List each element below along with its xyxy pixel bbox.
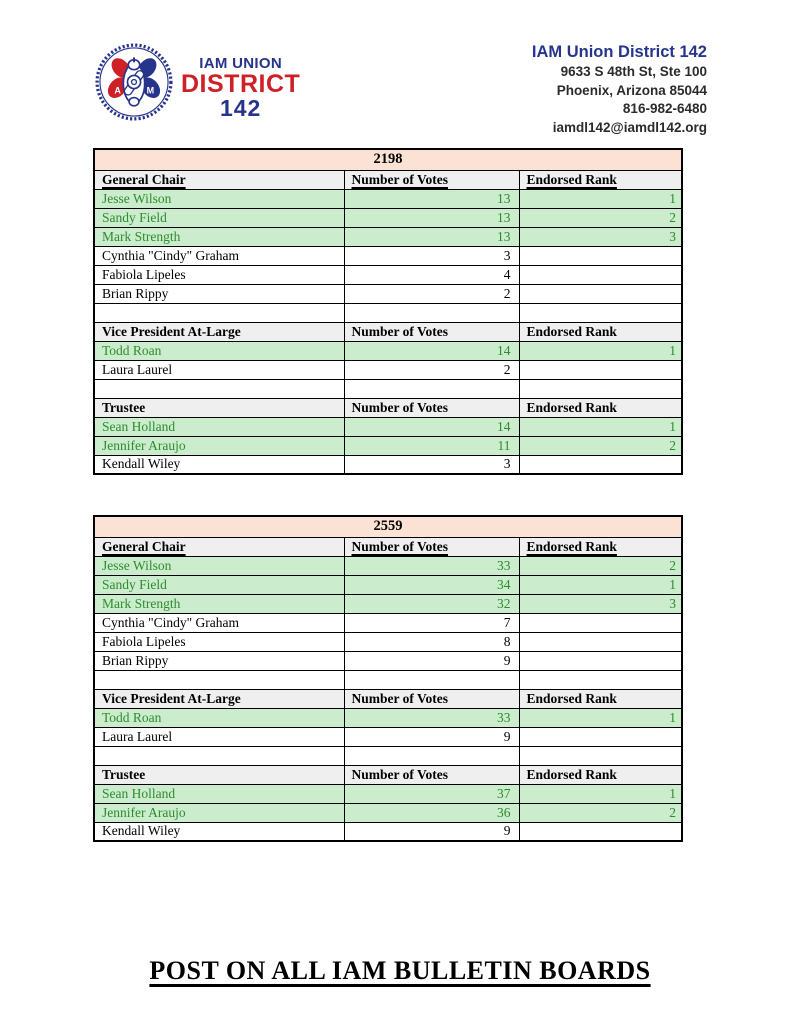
svg-text:M: M — [146, 85, 155, 96]
votes-header-cell: Number of Votes — [344, 170, 519, 189]
rank-cell: 1 — [519, 708, 682, 727]
votes-cell: 2 — [344, 284, 519, 303]
candidate-row — [94, 651, 682, 670]
candidate-name-cell: Jesse Wilson — [94, 556, 344, 575]
candidate-name-cell: Laura Laurel — [94, 360, 344, 379]
wordmark — [181, 56, 300, 119]
spacer-cell — [344, 670, 519, 689]
candidate-row — [94, 208, 682, 227]
section-header-row — [94, 398, 682, 417]
rank-cell: 2 — [519, 208, 682, 227]
candidate-name-cell: Laura Laurel — [94, 727, 344, 746]
spacer-cell — [519, 303, 682, 322]
candidate-row — [94, 556, 682, 575]
candidate-row — [94, 189, 682, 208]
candidate-name-cell: Kendall Wiley — [94, 455, 344, 474]
candidate-name-cell: Kendall Wiley — [94, 822, 344, 841]
letterhead — [93, 40, 707, 137]
candidate-name-cell: Brian Rippy — [94, 651, 344, 670]
votes-cell: 33 — [344, 708, 519, 727]
address-line-2: Phoenix, Arizona 85044 — [556, 82, 707, 98]
rank-header-cell: Endorsed Rank — [519, 398, 682, 417]
position-header-cell: Vice President At-Large — [94, 322, 344, 341]
votes-cell: 3 — [344, 246, 519, 265]
results-table-2198 — [93, 148, 683, 475]
spacer-cell — [94, 670, 344, 689]
rank-cell — [519, 632, 682, 651]
candidate-name-cell: Cynthia "Cindy" Graham — [94, 613, 344, 632]
spacer-cell — [519, 670, 682, 689]
votes-cell: 33 — [344, 556, 519, 575]
votes-cell: 13 — [344, 189, 519, 208]
votes-cell: 37 — [344, 784, 519, 803]
candidate-name-cell: Sandy Field — [94, 575, 344, 594]
section-header-row — [94, 689, 682, 708]
candidate-row — [94, 417, 682, 436]
votes-cell: 32 — [344, 594, 519, 613]
votes-cell: 7 — [344, 613, 519, 632]
votes-cell: 11 — [344, 436, 519, 455]
rank-cell — [519, 246, 682, 265]
candidate-name-cell: Cynthia "Cindy" Graham — [94, 246, 344, 265]
votes-cell: 9 — [344, 727, 519, 746]
rank-cell: 1 — [519, 341, 682, 360]
candidate-name-cell: Mark Strength — [94, 594, 344, 613]
candidate-name-cell: Todd Roan — [94, 341, 344, 360]
votes-cell: 9 — [344, 822, 519, 841]
rank-cell: 1 — [519, 189, 682, 208]
spacer-cell — [519, 379, 682, 398]
votes-header-cell: Number of Votes — [344, 765, 519, 784]
position-header-cell: Trustee — [94, 765, 344, 784]
candidate-row — [94, 436, 682, 455]
spacer-row — [94, 303, 682, 322]
rank-cell — [519, 360, 682, 379]
rank-cell — [519, 265, 682, 284]
votes-cell: 14 — [344, 417, 519, 436]
candidate-row — [94, 803, 682, 822]
position-header-cell: Vice President At-Large — [94, 689, 344, 708]
rank-cell — [519, 613, 682, 632]
spacer-cell — [94, 746, 344, 765]
rank-cell: 2 — [519, 556, 682, 575]
rank-cell: 1 — [519, 417, 682, 436]
post-notice-text: POST ON ALL IAM BULLETIN BOARDS — [149, 956, 651, 985]
candidate-row — [94, 708, 682, 727]
votes-cell: 14 — [344, 341, 519, 360]
votes-header-cell: Number of Votes — [344, 322, 519, 341]
spacer-row — [94, 379, 682, 398]
votes-cell: 9 — [344, 651, 519, 670]
position-header-cell: General Chair — [94, 170, 344, 189]
wordmark-142: 142 — [219, 94, 262, 121]
candidate-name-cell: Brian Rippy — [94, 284, 344, 303]
votes-header-cell: Number of Votes — [344, 689, 519, 708]
rank-cell: 2 — [519, 436, 682, 455]
votes-cell: 8 — [344, 632, 519, 651]
rank-header-cell: Endorsed Rank — [519, 537, 682, 556]
candidate-row — [94, 455, 682, 474]
wordmark-district: DISTRICT — [181, 69, 301, 98]
candidate-row — [94, 613, 682, 632]
lodge-table-2559 — [93, 515, 681, 842]
lodge-number-cell: 2559 — [94, 516, 682, 537]
position-header-cell: Trustee — [94, 398, 344, 417]
candidate-name-cell: Sean Holland — [94, 417, 344, 436]
contact-block — [532, 42, 707, 137]
candidate-row — [94, 632, 682, 651]
votes-cell: 4 — [344, 265, 519, 284]
votes-cell: 3 — [344, 455, 519, 474]
votes-cell: 13 — [344, 227, 519, 246]
rank-cell — [519, 651, 682, 670]
votes-cell: 36 — [344, 803, 519, 822]
phone-number: 816-982-6480 — [622, 101, 707, 116]
rank-cell: 1 — [519, 784, 682, 803]
section-header-row — [94, 322, 682, 341]
lodge-title-row — [94, 516, 682, 537]
spacer-cell — [94, 379, 344, 398]
candidate-name-cell: Fabiola Lipeles — [94, 265, 344, 284]
votes-cell: 34 — [344, 575, 519, 594]
section-header-row — [94, 537, 682, 556]
candidate-name-cell: Todd Roan — [94, 708, 344, 727]
candidate-row — [94, 784, 682, 803]
candidate-name-cell: Jennifer Araujo — [94, 803, 344, 822]
section-header-row — [94, 170, 682, 189]
rank-cell: 1 — [519, 575, 682, 594]
rank-header-cell: Endorsed Rank — [519, 765, 682, 784]
candidate-row — [94, 594, 682, 613]
spacer-row — [94, 746, 682, 765]
rank-cell — [519, 727, 682, 746]
candidate-name-cell: Sandy Field — [94, 208, 344, 227]
candidate-row — [94, 284, 682, 303]
candidate-name-cell: Mark Strength — [94, 227, 344, 246]
results-table-2559 — [93, 515, 683, 842]
section-header-row — [94, 765, 682, 784]
svg-text:A: A — [114, 85, 121, 96]
candidate-row — [94, 360, 682, 379]
votes-cell: 2 — [344, 360, 519, 379]
rank-cell — [519, 822, 682, 841]
candidate-row — [94, 575, 682, 594]
candidate-name-cell: Jennifer Araujo — [94, 436, 344, 455]
org-name: IAM Union District 142 — [531, 43, 707, 61]
spacer-cell — [344, 303, 519, 322]
email-address: iamdl142@iamdl142.org — [552, 119, 707, 135]
rank-header-cell: Endorsed Rank — [519, 170, 682, 189]
rank-cell: 3 — [519, 227, 682, 246]
votes-header-cell: Number of Votes — [344, 537, 519, 556]
candidate-row — [94, 227, 682, 246]
candidate-row — [94, 727, 682, 746]
position-header-cell: General Chair — [94, 537, 344, 556]
footer-banner — [0, 956, 800, 986]
rank-header-cell: Endorsed Rank — [519, 322, 682, 341]
lodge-number-cell: 2198 — [94, 149, 682, 170]
spacer-cell — [344, 379, 519, 398]
spacer-cell — [94, 303, 344, 322]
brand-block — [93, 40, 300, 124]
votes-cell: 13 — [344, 208, 519, 227]
spacer-row — [94, 670, 682, 689]
rank-cell: 3 — [519, 594, 682, 613]
spacer-cell — [344, 746, 519, 765]
candidate-row — [94, 246, 682, 265]
candidate-row — [94, 265, 682, 284]
candidate-name-cell: Sean Holland — [94, 784, 344, 803]
candidate-name-cell: Fabiola Lipeles — [94, 632, 344, 651]
lodge-table-2198 — [93, 148, 681, 475]
rank-cell — [519, 455, 682, 474]
lodge-title-row — [94, 149, 682, 170]
address-line-1: 9633 S 48th St, Ste 100 — [560, 64, 707, 79]
rank-header-cell: Endorsed Rank — [519, 689, 682, 708]
spacer-cell — [519, 746, 682, 765]
candidate-name-cell: Jesse Wilson — [94, 189, 344, 208]
votes-header-cell: Number of Votes — [344, 398, 519, 417]
rank-cell: 2 — [519, 803, 682, 822]
wordmark-iam-union: IAM UNION — [199, 54, 282, 72]
candidate-row — [94, 822, 682, 841]
rank-cell — [519, 284, 682, 303]
iam-gear-logo-icon — [93, 40, 175, 124]
candidate-row — [94, 341, 682, 360]
